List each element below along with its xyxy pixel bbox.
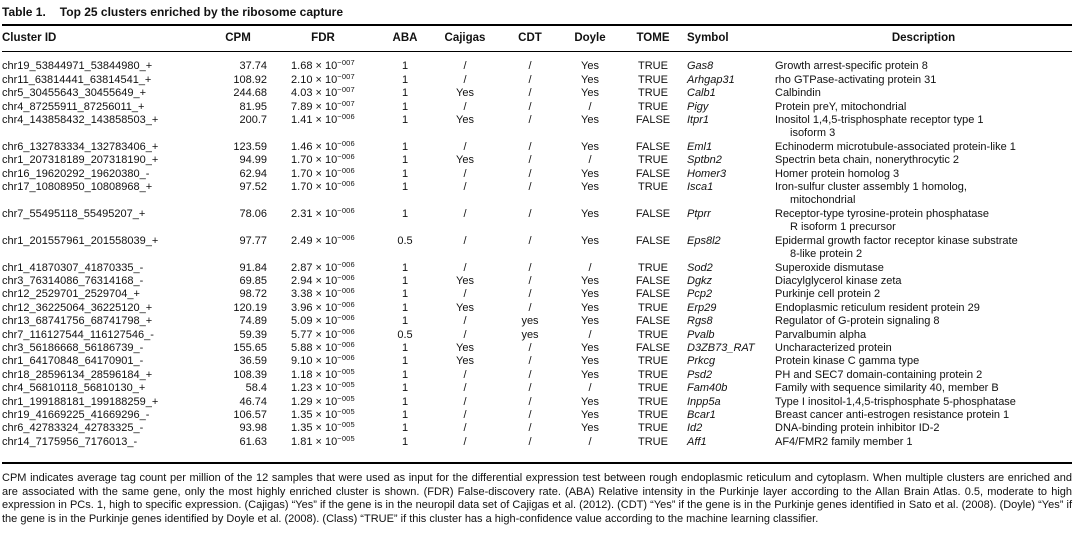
gene-symbol: Fam40b (687, 382, 728, 395)
cluster-id: chr6_132783334_132783406_+ (2, 140, 159, 153)
col-header-aba: ABA (379, 26, 431, 52)
cajigas-value: / (463, 60, 467, 73)
gene-symbol: Arhgap31 (687, 73, 735, 86)
aba-value: 1 (401, 301, 409, 314)
fdr-value: $4.03 \times 10^{-007}$ (291, 85, 355, 100)
doyle-value: / (588, 328, 592, 341)
fdr-value: $1.41 \times 10^{-006}$ (291, 112, 355, 127)
cajigas-value: / (463, 408, 467, 421)
tome-value: TRUE (638, 395, 668, 408)
tome-value: TRUE (638, 422, 668, 435)
doyle-value: / (588, 100, 592, 113)
fdr-value: $5.88 \times 10^{-006}$ (291, 339, 355, 354)
tome-value: FALSE (635, 234, 671, 247)
cajigas-value: / (463, 422, 467, 435)
cajigas-value: / (463, 315, 467, 328)
col-header-symbol: Symbol (687, 26, 775, 52)
gene-symbol: Dgkz (687, 274, 713, 287)
fdr-value: $3.38 \times 10^{-006}$ (291, 286, 355, 301)
col-header-cpm: CPM (209, 26, 267, 52)
cdt-value: yes (521, 315, 539, 328)
aba-value: 1 (401, 288, 409, 301)
cluster-id: chr16_19620292_19620380_- (2, 167, 150, 180)
gene-symbol: D3ZB73_RAT (687, 341, 755, 354)
table-row (2, 74, 1072, 87)
table-caption (2, 2, 1072, 26)
cpm-value: 81.95 (239, 100, 267, 113)
gene-symbol: Pvalb (687, 328, 715, 341)
col-header-description: Description (775, 26, 1072, 52)
description: Calbindin (775, 87, 821, 100)
doyle-value: Yes (581, 422, 599, 435)
gene-symbol: Erp29 (687, 301, 717, 314)
description: Protein preY, mitochondrial (775, 100, 907, 113)
cpm-value: 69.85 (239, 274, 267, 287)
table-row (2, 315, 1072, 328)
tome-value: FALSE (635, 288, 671, 301)
gene-symbol: Id2 (687, 422, 703, 435)
cdt-value: / (528, 100, 532, 113)
cdt-value: / (528, 435, 532, 448)
description: Homer protein homolog 3 (775, 167, 900, 180)
table-row (2, 181, 1072, 208)
description: Uncharacterized protein (775, 341, 892, 354)
gene-symbol: Rgs8 (687, 315, 713, 328)
aba-value: 1 (401, 73, 409, 86)
gene-symbol: Inpp5a (687, 395, 721, 408)
gene-symbol: Pcp2 (687, 288, 713, 301)
gene-symbol: Psd2 (687, 368, 713, 381)
cpm-value: 108.39 (233, 368, 267, 381)
aba-value: 1 (401, 435, 409, 448)
cluster-id: chr7_55495118_55495207_+ (2, 207, 146, 220)
description: Growth arrest-specific protein 8 (775, 60, 928, 73)
cdt-value: / (528, 301, 532, 314)
cdt-value: / (528, 422, 532, 435)
cdt-value: / (528, 140, 532, 153)
description: Regulator of G-protein signaling 8 (775, 315, 940, 328)
cluster-id: chr11_63814441_63814541_+ (2, 73, 152, 86)
description: rho GTPase-activating protein 31 (775, 73, 937, 86)
cdt-value: / (528, 341, 532, 354)
cajigas-value: / (463, 395, 467, 408)
doyle-value: / (588, 261, 592, 274)
cluster-id: chr19_41669225_41669296_- (2, 408, 150, 421)
cajigas-value: Yes (456, 355, 474, 368)
description: Parvalbumin alpha (775, 328, 867, 341)
tome-value: TRUE (638, 60, 668, 73)
cluster-id: chr4_87255911_87256011_+ (2, 100, 145, 113)
doyle-value: / (588, 382, 592, 395)
doyle-value: Yes (581, 87, 599, 100)
tome-value: FALSE (635, 341, 671, 354)
tome-value: TRUE (638, 355, 668, 368)
aba-value: 1 (401, 382, 409, 395)
description: Inositol 1,4,5-trisphosphate receptor type 1 isoform 3 (775, 114, 984, 140)
table-row (2, 329, 1072, 342)
cluster-id: chr13_68741756_68741798_+ (2, 315, 153, 328)
aba-value: 1 (401, 60, 409, 73)
fdr-value: $2.87 \times 10^{-006}$ (291, 259, 355, 274)
cpm-value: 62.94 (239, 167, 267, 180)
cajigas-value: Yes (456, 154, 474, 167)
description: PH and SEC7 domain-containing protein 2 (775, 368, 983, 381)
col-header-fdr: FDR (267, 26, 379, 52)
table-row (2, 302, 1072, 315)
doyle-value: / (588, 154, 592, 167)
doyle-value: Yes (581, 355, 599, 368)
table-row (2, 288, 1072, 301)
tome-value: TRUE (638, 181, 668, 194)
gene-symbol: Homer3 (687, 167, 727, 180)
cluster-id: chr1_64170848_64170901_- (2, 355, 144, 368)
cpm-value: 97.77 (239, 234, 267, 247)
cdt-value: yes (521, 328, 539, 341)
cdt-value: / (528, 234, 532, 247)
table-row (2, 409, 1072, 422)
cluster-id: chr6_42783324_42783325_- (2, 422, 144, 435)
fdr-value: $5.09 \times 10^{-006}$ (291, 313, 355, 328)
fdr-value: $7.89 \times 10^{-007}$ (291, 98, 355, 113)
tome-value: FALSE (635, 207, 671, 220)
cluster-id: chr14_7175956_7176013_- (2, 435, 138, 448)
table-row (2, 396, 1072, 409)
aba-value: 1 (401, 355, 409, 368)
cdt-value: / (528, 261, 532, 274)
doyle-value: Yes (581, 234, 599, 247)
cluster-id: chr1_41870307_41870335_- (2, 261, 144, 274)
cajigas-value: Yes (456, 274, 474, 287)
cdt-value: / (528, 382, 532, 395)
aba-value: 1 (401, 395, 409, 408)
table-row (2, 436, 1072, 463)
gene-symbol: Aff1 (687, 435, 707, 448)
cdt-value: / (528, 87, 532, 100)
col-header-cluster-id: Cluster ID (2, 26, 209, 52)
tome-value: TRUE (638, 301, 668, 314)
description: DNA-binding protein inhibitor ID-2 (775, 422, 940, 435)
cajigas-value: / (463, 234, 467, 247)
fdr-value: $1.70 \times 10^{-006}$ (291, 165, 355, 180)
cpm-value: 37.74 (239, 60, 267, 73)
gene-symbol: Gas8 (687, 60, 714, 73)
aba-value: 1 (401, 274, 409, 287)
aba-value: 1 (401, 408, 409, 421)
doyle-value: / (588, 435, 592, 448)
table-row (2, 141, 1072, 154)
doyle-value: Yes (581, 315, 599, 328)
description: Iron-sulfur cluster assembly 1 homolog, mitochondrial (775, 181, 967, 207)
cdt-value: / (528, 181, 532, 194)
aba-value: 1 (401, 207, 409, 220)
cajigas-value: / (463, 140, 467, 153)
table-row (2, 262, 1072, 275)
doyle-value: Yes (581, 167, 599, 180)
fdr-value: $1.23 \times 10^{-005}$ (291, 380, 355, 395)
fdr-value: $2.31 \times 10^{-006}$ (291, 205, 355, 220)
aba-value: 1 (401, 315, 409, 328)
cajigas-value: / (463, 207, 467, 220)
doyle-value: Yes (581, 341, 599, 354)
cluster-id: chr1_199188181_199188259_+ (2, 395, 159, 408)
table-row (2, 114, 1072, 141)
table-footnote: CPM indicates average tag count per million of the 12 samples that were used as input for the differential expression test between rough endoplasmic reticulum and cytoplasm. When multiple clusters are enriched and are associated with the same gene, only the most highly enriched cluster is shown. (FDR) False-discovery rate. (ABA) Relative intensity in the Purkinje layer according to the Allan Brain Atlas. 0.5, moderate to high expression in PCs. 1, high to specific expression. (Cajigas) “Yes” if the gene is in the neuropil data set of Cajigas et al. (2012). (CDT) “Yes” if the gene is in the Purkinje genes identified in Sato et al. (2008). (Doyle) “Yes” if the gene is in the Purkinje genes identified by Doyle et al. (2008). (Class) “TRUE” if this cluster has a high-confidence value according to the machine learning classifier. (2, 472, 1072, 525)
gene-symbol: Bcar1 (687, 408, 716, 421)
cdt-value: / (528, 167, 532, 180)
cdt-value: / (528, 355, 532, 368)
table-row (2, 235, 1072, 262)
description: AF4/FMR2 family member 1 (775, 435, 913, 448)
gene-symbol: Isca1 (687, 181, 714, 194)
fdr-value: $1.46 \times 10^{-006}$ (291, 138, 355, 153)
table-title: Top 25 clusters enriched by the ribosome capture (59, 5, 343, 19)
cluster-id: chr5_30455643_30455649_+ (2, 87, 147, 100)
cajigas-value: / (463, 167, 467, 180)
gene-symbol: Prkcg (687, 355, 716, 368)
gene-symbol: Sptbn2 (687, 154, 722, 167)
cdt-value: / (528, 114, 532, 127)
aba-value: 1 (401, 140, 409, 153)
cpm-value: 61.63 (239, 435, 267, 448)
tome-value: TRUE (638, 154, 668, 167)
doyle-value: Yes (581, 408, 599, 421)
cluster-id: chr12_2529701_2529704_+ (2, 288, 140, 301)
col-header-doyle: Doyle (561, 26, 619, 52)
cajigas-value: / (463, 382, 467, 395)
tome-value: FALSE (635, 274, 671, 287)
doyle-value: Yes (581, 301, 599, 314)
fdr-value: $1.29 \times 10^{-005}$ (291, 393, 355, 408)
fdr-value: $1.70 \times 10^{-006}$ (291, 179, 355, 194)
table-row (2, 154, 1072, 167)
col-header-cajigas: Cajigas (431, 26, 499, 52)
description: Breast cancer anti-estrogen resistance protein 1 (775, 408, 1010, 421)
description: Echinoderm microtubule-associated protein-like 1 (775, 140, 1016, 153)
cajigas-value: / (463, 288, 467, 301)
cdt-value: / (528, 408, 532, 421)
cdt-value: / (528, 288, 532, 301)
cpm-value: 74.89 (239, 315, 267, 328)
cajigas-value: / (463, 368, 467, 381)
fdr-value: $9.10 \times 10^{-006}$ (291, 353, 355, 368)
description: Superoxide dismutase (775, 261, 884, 274)
fdr-value: $5.77 \times 10^{-006}$ (291, 326, 355, 341)
doyle-value: Yes (581, 60, 599, 73)
doyle-value: Yes (581, 288, 599, 301)
cpm-value: 155.65 (233, 341, 267, 354)
description: Endoplasmic reticulum resident protein 29 (775, 301, 980, 314)
aba-value: 1 (401, 368, 409, 381)
table-row (2, 382, 1072, 395)
cdt-value: / (528, 73, 532, 86)
fdr-value: $2.94 \times 10^{-006}$ (291, 272, 355, 287)
tome-value: FALSE (635, 140, 671, 153)
aba-value: 0.5 (397, 328, 413, 341)
cpm-value: 94.99 (239, 154, 267, 167)
cpm-value: 106.57 (233, 408, 267, 421)
cluster-id: chr3_56186668_56186739_- (2, 341, 144, 354)
table-row (2, 52, 1072, 74)
cdt-value: / (528, 154, 532, 167)
doyle-value: Yes (581, 73, 599, 86)
cdt-value: / (528, 368, 532, 381)
table-label: Table 1. (2, 5, 46, 19)
fdr-value: $1.81 \times 10^{-005}$ (291, 433, 355, 448)
doyle-value: Yes (581, 368, 599, 381)
aba-value: 1 (401, 261, 409, 274)
aba-value: 0.5 (397, 234, 413, 247)
description: Diacylglycerol kinase zeta (775, 274, 902, 287)
tome-value: TRUE (638, 73, 668, 86)
cluster-id: chr1_207318189_207318190_+ (2, 154, 159, 167)
gene-symbol: Pigy (687, 100, 709, 113)
cpm-value: 123.59 (233, 140, 267, 153)
cdt-value: / (528, 207, 532, 220)
cluster-id: chr12_36225064_36225120_+ (2, 301, 153, 314)
tome-value: TRUE (638, 368, 668, 381)
cluster-id: chr4_143858432_143858503_+ (2, 114, 159, 127)
tome-value: FALSE (635, 315, 671, 328)
cajigas-value: Yes (456, 114, 474, 127)
tome-value: TRUE (638, 261, 668, 274)
table-row (2, 101, 1072, 114)
doyle-value: Yes (581, 140, 599, 153)
cluster-id: chr1_201557961_201558039_+ (2, 234, 159, 247)
table-row (2, 422, 1072, 435)
aba-value: 1 (401, 154, 409, 167)
description: Type I inositol-1,4,5-trisphosphate 5-phosphatase (775, 395, 1016, 408)
fdr-value: $3.96 \times 10^{-006}$ (291, 299, 355, 314)
fdr-value: $1.18 \times 10^{-005}$ (291, 366, 355, 381)
gene-symbol: Sod2 (687, 261, 713, 274)
description: Spectrin beta chain, nonerythrocytic 2 (775, 154, 960, 167)
cajigas-value: / (463, 261, 467, 274)
doyle-value: Yes (581, 114, 599, 127)
gene-symbol: Eps8l2 (687, 234, 721, 247)
tome-value: FALSE (635, 167, 671, 180)
table-row (2, 342, 1072, 355)
cpm-value: 58.4 (245, 382, 267, 395)
cpm-value: 78.06 (239, 207, 267, 220)
tome-value: FALSE (635, 114, 671, 127)
description: Protein kinase C gamma type (775, 355, 920, 368)
doyle-value: Yes (581, 207, 599, 220)
cajigas-value: Yes (456, 341, 474, 354)
description: Purkinje cell protein 2 (775, 288, 881, 301)
fdr-value: $1.35 \times 10^{-005}$ (291, 420, 355, 435)
table-row (2, 168, 1072, 181)
col-header-tome: TOME (619, 26, 687, 52)
cdt-value: / (528, 274, 532, 287)
cluster-id: chr7_116127544_116127546_- (2, 328, 154, 341)
fdr-value: $2.10 \times 10^{-007}$ (291, 71, 355, 86)
cluster-id: chr19_53844971_53844980_+ (2, 60, 153, 73)
doyle-value: Yes (581, 181, 599, 194)
cpm-value: 200.7 (239, 114, 267, 127)
col-header-cdt: CDT (499, 26, 561, 52)
gene-symbol: Itpr1 (687, 114, 710, 127)
cpm-value: 91.84 (239, 261, 267, 274)
cluster-id: chr18_28596134_28596184_+ (2, 368, 153, 381)
gene-symbol: Ptprr (687, 207, 711, 220)
tome-value: TRUE (638, 435, 668, 448)
table-row (2, 355, 1072, 368)
doyle-value: Yes (581, 274, 599, 287)
tome-value: TRUE (638, 408, 668, 421)
header-row (2, 26, 1072, 52)
clusters-table (2, 26, 1072, 464)
cpm-value: 93.98 (239, 422, 267, 435)
cpm-value: 98.72 (239, 288, 267, 301)
aba-value: 1 (401, 422, 409, 435)
description: Receptor-type tyrosine-protein phosphatase R isoform 1 precursor (775, 207, 990, 234)
cajigas-value: Yes (456, 301, 474, 314)
cajigas-value: Yes (456, 87, 474, 100)
cpm-value: 36.59 (239, 355, 267, 368)
cpm-value: 97.52 (239, 181, 267, 194)
aba-value: 1 (401, 87, 409, 100)
table-body (2, 52, 1072, 463)
aba-value: 1 (401, 114, 409, 127)
fdr-value: $1.68 \times 10^{-007}$ (291, 58, 355, 73)
description: Epidermal growth factor receptor kinase substrate 8-like protein 2 (775, 234, 1018, 261)
table-row (2, 208, 1072, 235)
cluster-id: chr3_76314086_76314168_- (2, 274, 144, 287)
cajigas-value: / (463, 73, 467, 86)
fdr-value: $2.49 \times 10^{-006}$ (291, 232, 355, 247)
cluster-id: chr17_10808950_10808968_+ (2, 181, 153, 194)
tome-value: TRUE (638, 87, 668, 100)
cajigas-value: / (463, 100, 467, 113)
tome-value: TRUE (638, 328, 668, 341)
cpm-value: 108.92 (233, 73, 267, 86)
cpm-value: 120.19 (233, 301, 267, 314)
aba-value: 1 (401, 100, 409, 113)
table-row (2, 275, 1072, 288)
cajigas-value: / (463, 181, 467, 194)
cajigas-value: / (463, 328, 467, 341)
cpm-value: 244.68 (233, 87, 267, 100)
aba-value: 1 (401, 341, 409, 354)
fdr-value: $1.35 \times 10^{-005}$ (291, 406, 355, 421)
aba-value: 1 (401, 167, 409, 180)
cajigas-value: / (463, 435, 467, 448)
aba-value: 1 (401, 181, 409, 194)
table-row (2, 87, 1072, 100)
fdr-value: $1.70 \times 10^{-006}$ (291, 152, 355, 167)
cdt-value: / (528, 60, 532, 73)
description: Family with sequence similarity 40, member B (775, 382, 999, 395)
gene-symbol: Calb1 (687, 87, 716, 100)
gene-symbol: Eml1 (687, 140, 713, 153)
cpm-value: 46.74 (239, 395, 267, 408)
doyle-value: Yes (581, 395, 599, 408)
cluster-id: chr4_56810118_56810130_+ (2, 382, 146, 395)
cdt-value: / (528, 395, 532, 408)
cpm-value: 59.39 (239, 328, 267, 341)
tome-value: TRUE (638, 100, 668, 113)
tome-value: TRUE (638, 382, 668, 395)
table-row (2, 369, 1072, 382)
